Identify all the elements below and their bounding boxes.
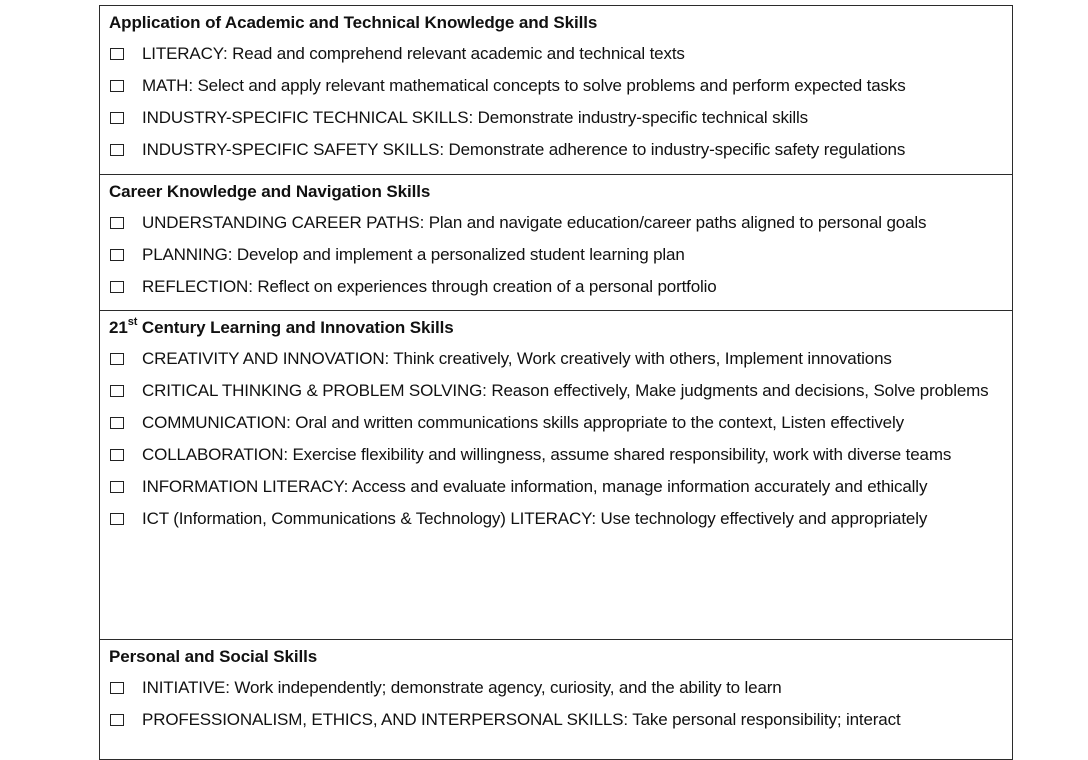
item-label: MATH: [142, 76, 189, 95]
item-label: INDUSTRY-SPECIFIC TECHNICAL SKILLS: [142, 108, 469, 127]
item-description: : Reason effectively, Make judgments and decisions, Solve problems: [482, 381, 989, 400]
checkbox[interactable]: [110, 217, 124, 229]
item-label: UNDERSTANDING CAREER PATHS: [142, 213, 420, 232]
checkbox[interactable]: [110, 385, 124, 397]
list-item-math: [109, 74, 1002, 98]
checkbox[interactable]: [110, 353, 124, 365]
list-item-planning: [109, 243, 1002, 267]
checkbox[interactable]: [110, 281, 124, 293]
item-description: : Use technology effectively and appropriately: [591, 509, 928, 528]
list-item-safety-skills: [109, 138, 1002, 162]
list-item-critical-thinking: [109, 379, 1002, 403]
item-description: : Access and evaluate information, manage information accurately and ethically: [343, 477, 928, 496]
checkbox[interactable]: [110, 48, 124, 60]
skills-checklist-table: [99, 5, 1013, 760]
checkbox[interactable]: [110, 417, 124, 429]
section-career-navigation: [100, 175, 1012, 311]
list-item-information-literacy: [109, 475, 1002, 499]
checkbox[interactable]: [110, 714, 124, 726]
item-label: CRITICAL THINKING & PROBLEM SOLVING: [142, 381, 483, 400]
list-item-collaboration: [109, 443, 1002, 467]
list-item-communication: [109, 411, 1002, 435]
checkbox[interactable]: [110, 249, 124, 261]
checkbox[interactable]: [110, 112, 124, 124]
checkbox[interactable]: [110, 144, 124, 156]
item-description: : Think creatively, Work creatively with others, Implement innovations: [384, 349, 892, 368]
title-prefix: 21: [109, 318, 128, 337]
item-label: PLANNING: [142, 245, 228, 264]
item-description: : Select and apply relevant mathematical concepts to solve problems and perform expected tasks: [188, 76, 906, 95]
list-item-ict-literacy: [109, 507, 1002, 531]
item-description: : Develop and implement a personalized student learning plan: [227, 245, 685, 264]
section-title: Career Knowledge and Navigation Skills: [109, 182, 431, 201]
item-label: LITERACY: [142, 44, 223, 63]
list-item-initiative: [109, 676, 1002, 700]
section-academic-technical: [100, 6, 1012, 175]
list-item-career-paths: [109, 211, 1002, 235]
checkbox[interactable]: [110, 481, 124, 493]
item-description: : Take personal responsibility; interact: [623, 710, 901, 729]
checkbox[interactable]: [110, 513, 124, 525]
checkbox[interactable]: [110, 80, 124, 92]
item-label: COLLABORATION: [142, 445, 284, 464]
item-description: : Read and comprehend relevant academic and technical texts: [223, 44, 685, 63]
item-description: : Oral and written communications skills appropriate to the context, Listen effectively: [286, 413, 904, 432]
section-title: Application of Academic and Technical Knowledge and Skills: [109, 13, 598, 32]
checkbox[interactable]: [110, 682, 124, 694]
list-item-creativity: [109, 347, 1002, 371]
checkbox[interactable]: [110, 449, 124, 461]
title-rest: Century Learning and Innovation Skills: [137, 318, 454, 337]
item-description: : Reflect on experiences through creation of a personal portfolio: [248, 277, 717, 296]
list-item-reflection: [109, 275, 1002, 299]
item-label: COMMUNICATION: [142, 413, 287, 432]
item-description: : Plan and navigate education/career paths aligned to personal goals: [419, 213, 927, 232]
section-title: Personal and Social Skills: [109, 647, 318, 666]
item-description: : Exercise flexibility and willingness, assume shared responsibility, work with diverse teams: [283, 445, 952, 464]
item-description: : Demonstrate industry-specific technical skills: [468, 108, 809, 127]
title-superscript: st: [127, 316, 138, 329]
item-label: INFORMATION LITERACY: [142, 477, 344, 496]
item-label: PROFESSIONALISM, ETHICS, AND INTERPERSONAL SKILLS: [142, 710, 624, 729]
item-description: : Demonstrate adherence to industry-specific safety regulations: [439, 140, 906, 159]
item-label: INDUSTRY-SPECIFIC SAFETY SKILLS: [142, 140, 440, 159]
item-label: CREATIVITY AND INNOVATION: [142, 349, 385, 368]
item-label: REFLECTION: [142, 277, 249, 296]
section-title: [109, 317, 1002, 339]
item-label: ICT (Information, Communications & Technology) LITERACY: [142, 509, 592, 528]
item-description: : Work independently; demonstrate agency, curiosity, and the ability to learn: [225, 678, 782, 697]
list-item-professionalism: [109, 708, 1002, 732]
section-personal-social: [100, 640, 1012, 760]
item-label: INITIATIVE: [142, 678, 226, 697]
list-item-technical-skills: [109, 106, 1002, 130]
section-21st-century-skills: [100, 311, 1012, 640]
list-item-literacy: [109, 42, 1002, 66]
